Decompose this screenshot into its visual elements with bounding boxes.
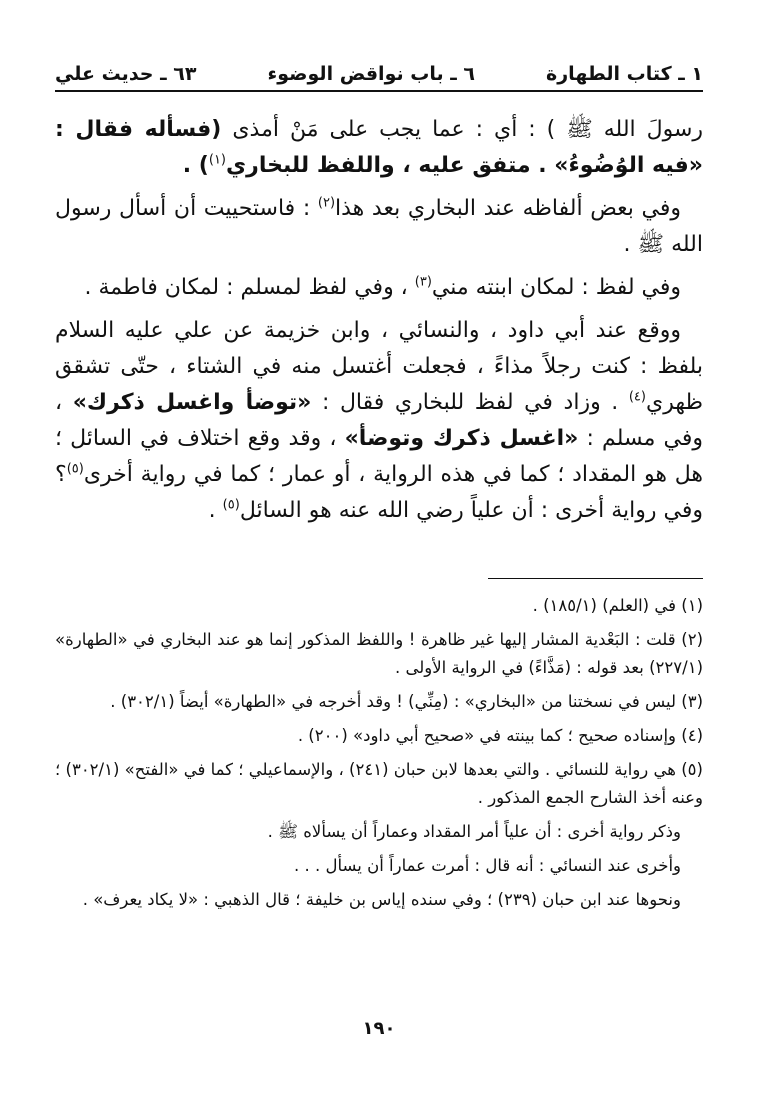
paragraph-4-quote-2: «اغسل ذكرك وتوضأ» bbox=[344, 426, 579, 451]
paragraph-4-text-a: ووقع عند أبي داود ، والنسائي ، وابن خزيمة عن علي عليه السلام بلفظ : كنت رجلاً مذاءً ، فجعلت أغتسل منه في الشتاء ، حتّى تشقق ظهري bbox=[55, 318, 703, 415]
footnote-ref-5a: (٥) bbox=[66, 461, 84, 477]
paragraph-4-quote-1: «توضأ واغسل ذكرك» bbox=[72, 390, 312, 415]
footnotes bbox=[55, 592, 703, 920]
header-chapter-title: ٦ ـ باب نواقض الوضوء bbox=[267, 63, 475, 85]
paragraph-4-text-d: ، وقد وقع اختلاف في السائل ؛ هل هو المقداد ؛ كما في هذه الرواية ، أو عمار ؛ كما في رواية أخرى bbox=[55, 426, 703, 487]
footnote-ref-5b: (٥) bbox=[222, 497, 240, 513]
paragraph-4-text-c: ، وفي مسلم : bbox=[55, 390, 703, 451]
header-book-title: ١ ـ كتاب الطهارة bbox=[546, 63, 703, 85]
running-header bbox=[55, 52, 703, 86]
footnote-1: (١) في (العلم) (١٨٥/١) . bbox=[532, 596, 703, 615]
footnote-ref-2: (٢) bbox=[317, 195, 336, 211]
paragraph-1 bbox=[55, 112, 703, 184]
page-number: ١٩٠ bbox=[362, 1018, 396, 1039]
paragraph-2-end: : فاستحييت أن أسأل رسول الله ﷺ . bbox=[55, 196, 703, 257]
footnote-4: (٤) وإسناده صحيح ؛ كما بينته في «صحيح أبي داود» (٢٠٠) . bbox=[297, 726, 703, 745]
footnote-ref-3: (٣) bbox=[414, 274, 432, 290]
paragraph-3 bbox=[55, 270, 703, 306]
paragraph-3-end: ، وفي لفظ لمسلم : لمكان فاطمة . bbox=[84, 275, 415, 300]
paragraph-1-end: ) . bbox=[182, 153, 209, 178]
footnote-5-continuation-c: ونحوها عند ابن حبان (٢٣٩) ؛ وفي سنده إياس بن خليفة ؛ قال الذهبي : «لا يكاد يعرف» . bbox=[82, 890, 681, 909]
header-rule bbox=[55, 90, 703, 92]
paragraph-1-text: رسولَ الله ﷺ ) : أي : عما يجب على مَنْ أمذى bbox=[221, 117, 704, 142]
footnote-separator bbox=[488, 578, 703, 579]
footnote-ref-4: (٤) bbox=[628, 389, 646, 405]
footnote-ref-1: (١) bbox=[208, 152, 226, 168]
paragraph-3-text: وفي لفظ : لمكان ابنته مني bbox=[431, 275, 681, 300]
paragraph-1-quote: (فسأله فقال : «فيه الوُضُوءُ» . متفق عليه ، واللفظ للبخاري bbox=[55, 117, 703, 178]
paragraph-4-text-e: ؟ وفي رواية أخرى : أن علياً رضي الله عنه هو السائل bbox=[55, 462, 703, 523]
paragraph-2 bbox=[55, 191, 703, 263]
footnote-2: (٢) قلت : البَعْدية المشار إليها غير ظاهرة ! واللفظ المذكور إنما هو عند البخاري في «الطهارة» (٢٢٧/١) بعد قوله : (مَذَّاءً) في الرواية الأولى . bbox=[55, 630, 703, 677]
footnote-5-continuation-a: وذكر رواية أخرى : أن علياً أمر المقداد وعماراً أن يسألاه ﷺ . bbox=[267, 822, 681, 841]
footnote-5-continuation-b: وأخرى عند النسائي : أنه قال : أمرت عماراً أن يسأل . . . bbox=[294, 856, 681, 875]
paragraph-4-text-f: . bbox=[208, 498, 223, 523]
paragraph-2-text: وفي بعض ألفاظه عند البخاري بعد هذا bbox=[335, 196, 681, 221]
body-text bbox=[55, 112, 703, 536]
footnote-3: (٣) ليس في نسختنا من «البخاري» : (مِنِّي) ! وقد أخرجه في «الطهارة» أيضاً (٣٠٢/١) . bbox=[110, 692, 703, 711]
footnote-5: (٥) هي رواية للنسائي . والتي بعدها لابن حبان (٢٤١) ، والإسماعيلي ؛ كما في «الفتح» (٣٠٢/١) ؛ وعنه أخذ الشارح الجمع المذكور . bbox=[55, 760, 703, 807]
paragraph-4 bbox=[55, 313, 703, 529]
header-hadith-title: ٦٣ ـ حديث علي bbox=[55, 63, 197, 85]
paragraph-4-text-b: . وزاد في لفظ للبخاري فقال : bbox=[311, 390, 629, 415]
